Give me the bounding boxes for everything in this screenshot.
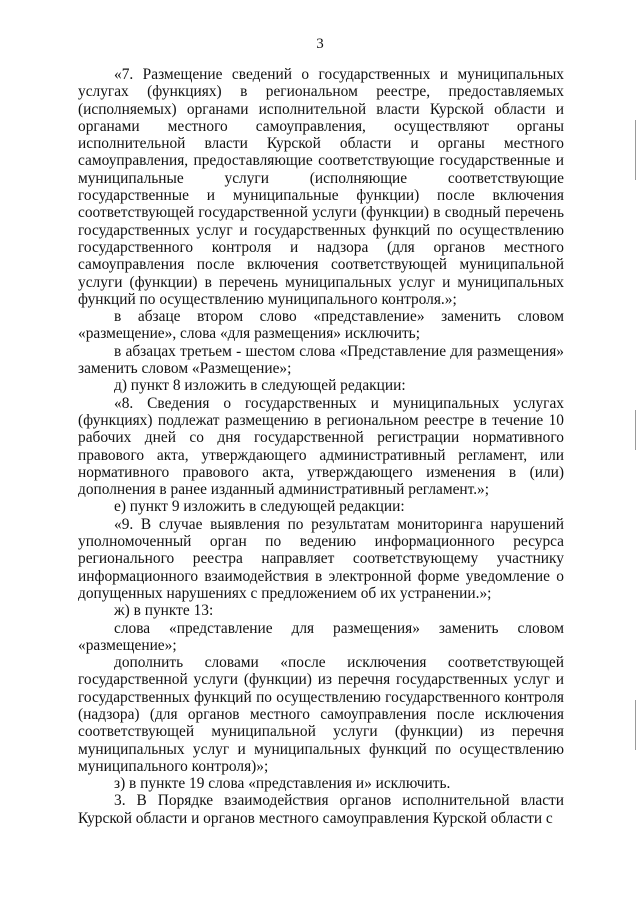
paragraph-words-replace: слова «представление для размещения» заменить словом «размещение»;	[78, 619, 564, 654]
paragraph-z-point-19: з) в пункте 19 слова «представления и» исключить.	[114, 775, 451, 793]
paragraph-supplement: дополнить словами «после исключения соответствующей государственной услуги (функции) из перечня государственных услуг и государственных функций по осуществлению государственного контроля (надзора) (для органов местного самоуправления после исключения соответствующей муниципальной услуги (функции) из перечня муниципальных услуг и муниципальных функций по осуществлению муниципального контроля)»;	[78, 654, 564, 775]
scan-edge-mark	[635, 700, 636, 750]
document-body	[78, 66, 564, 827]
paragraph-e-point-9: е) пункт 9 изложить в следующей редакции:	[114, 498, 405, 516]
scan-edge-mark	[635, 120, 636, 180]
scan-edge-mark	[635, 410, 636, 450]
page-number: 3	[316, 36, 324, 52]
paragraph-d-point-8: д) пункт 8 изложить в следующей редакции:	[114, 377, 406, 395]
paragraph-abzac-second: в абзаце втором слово «представление» заменить словом «размещение», слова «для размещения» исключить;	[78, 308, 564, 343]
paragraph-8-info: «8. Сведения о государственных и муниципальных услугах (функциях) подлежат размещению в региональном реестре в течение 10 рабочих дней со дня государственной регистрации нормативного правового акта, утверждающего административный регламент, или нормативного правового акта, утверждающего изменения в (или) дополнения в ранее изданный административный регламент.»;	[78, 394, 564, 499]
paragraph-zh-point-13: ж) в пункте 13:	[114, 602, 214, 620]
paragraph-9-monitoring: «9. В случае выявления по результатам мониторинга нарушений уполномоченный орган по ведению информационного ресурса регионального реестра направляет соответствующему участнику информационного взаимодействия в электронной форме уведомление о допущенных нарушениях с предложением об их устранении.»;	[78, 515, 564, 602]
paragraph-abzac-third-sixth: в абзацах третьем - шестом слова «Представление для размещения» заменить словом «Размещение»;	[78, 342, 564, 378]
paragraph-3-procedure: 3. В Порядке взаимодействия органов исполнительной власти Курской области и органов местного самоуправления Курской области с	[78, 792, 564, 827]
paragraph-7-placement: «7. Размещение сведений о государственных и муниципальных услугах (функциях) в региональном реестре, предоставляемых (исполняемых) органами исполнительной власти Курской области и органами местного самоуправления, осуществляют органы исполнительной власти Курской области и органы местного самоуправления, предоставляющие соответствующие государственные и муниципальные услуги (исполняющие соответствующие государственные и муниципальные функции) после включения соответствующей государственной услуги (функции) в сводный перечень государственных услуг и государственных функций по осуществлению государственного контроля и надзора (для органов местного самоуправления после включения соответствующей муниципальной услуги (функции) в перечень муниципальных услуг и муниципальных функций по осуществлению муниципального контроля.»;	[78, 66, 564, 308]
